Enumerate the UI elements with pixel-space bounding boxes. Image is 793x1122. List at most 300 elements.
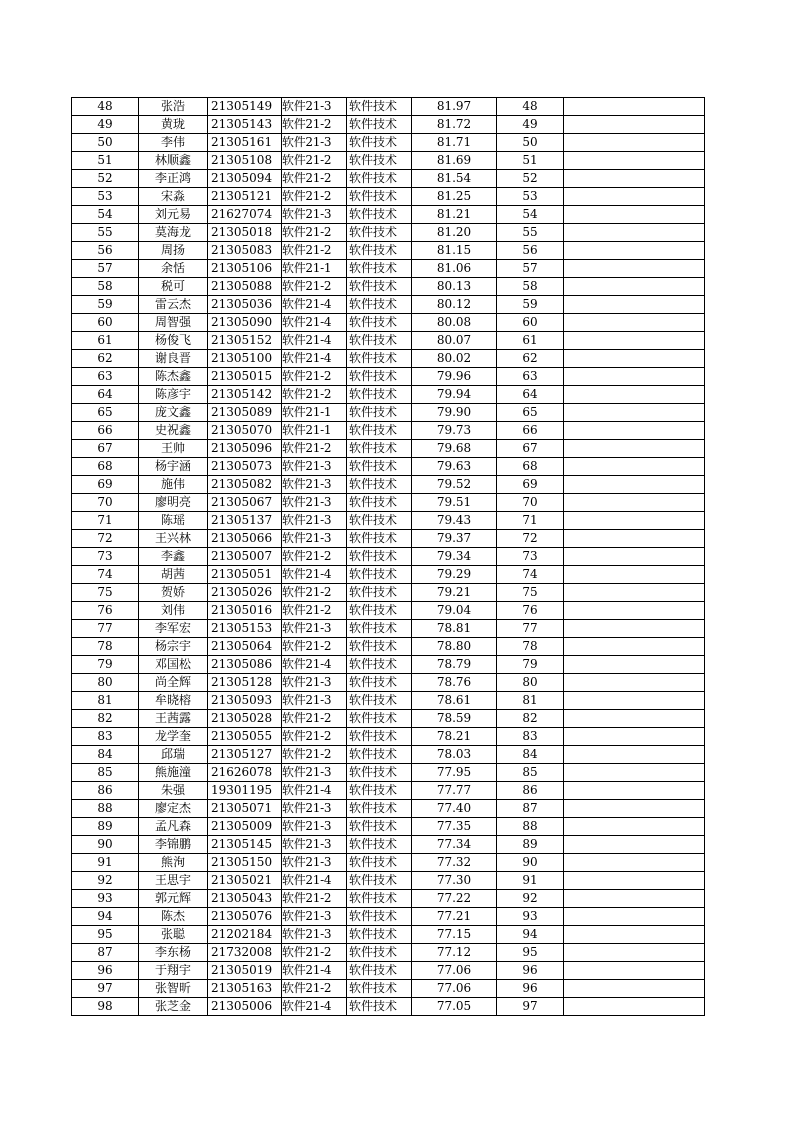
table-row: [72, 584, 705, 602]
major-cell: 软件技术: [347, 800, 412, 818]
major-cell: 软件技术: [347, 134, 412, 152]
score-cell: 81.06: [412, 260, 497, 278]
blank-cell: [564, 548, 705, 566]
score-cell: 77.22: [412, 890, 497, 908]
name-cell: 余恬: [139, 260, 208, 278]
student-id-cell: 21305090: [208, 314, 282, 332]
student-id-cell: 21305071: [208, 800, 282, 818]
sequence-cell: 79: [497, 656, 564, 674]
blank-cell: [564, 764, 705, 782]
sequence-cell: 52: [497, 170, 564, 188]
class-cell: 软件21-3: [282, 494, 347, 512]
class-cell: 软件21-2: [282, 116, 347, 134]
sequence-cell: 83: [497, 728, 564, 746]
table-row: [72, 620, 705, 638]
table-row: [72, 260, 705, 278]
name-cell: 谢良晋: [139, 350, 208, 368]
name-cell: 贺娇: [139, 584, 208, 602]
class-cell: 软件21-2: [282, 944, 347, 962]
student-id-cell: 21305143: [208, 116, 282, 134]
rank-cell: 56: [72, 242, 139, 260]
table-row: [72, 656, 705, 674]
rank-cell: 58: [72, 278, 139, 296]
table-row: [72, 674, 705, 692]
class-cell: 软件21-3: [282, 458, 347, 476]
class-cell: 软件21-4: [282, 566, 347, 584]
major-cell: 软件技术: [347, 620, 412, 638]
class-cell: 软件21-3: [282, 692, 347, 710]
name-cell: 李锦鹏: [139, 836, 208, 854]
major-cell: 软件技术: [347, 872, 412, 890]
major-cell: 软件技术: [347, 566, 412, 584]
score-cell: 79.34: [412, 548, 497, 566]
name-cell: 王思宇: [139, 872, 208, 890]
table-row: [72, 278, 705, 296]
sequence-cell: 70: [497, 494, 564, 512]
rank-cell: 85: [72, 764, 139, 782]
table-row: [72, 638, 705, 656]
name-cell: 熊施潼: [139, 764, 208, 782]
table-row: [72, 494, 705, 512]
rank-cell: 80: [72, 674, 139, 692]
blank-cell: [564, 818, 705, 836]
major-cell: 软件技术: [347, 224, 412, 242]
table-row: [72, 314, 705, 332]
table-row: [72, 728, 705, 746]
name-cell: 杨宗宇: [139, 638, 208, 656]
major-cell: 软件技术: [347, 278, 412, 296]
rank-cell: 63: [72, 368, 139, 386]
blank-cell: [564, 404, 705, 422]
major-cell: 软件技术: [347, 710, 412, 728]
rank-cell: 68: [72, 458, 139, 476]
sequence-cell: 85: [497, 764, 564, 782]
name-cell: 李伟: [139, 134, 208, 152]
major-cell: 软件技术: [347, 242, 412, 260]
name-cell: 尚全辉: [139, 674, 208, 692]
table-row: [72, 980, 705, 998]
rank-cell: 61: [72, 332, 139, 350]
class-cell: 软件21-3: [282, 818, 347, 836]
name-cell: 林顺鑫: [139, 152, 208, 170]
blank-cell: [564, 782, 705, 800]
name-cell: 雷云杰: [139, 296, 208, 314]
blank-cell: [564, 728, 705, 746]
student-id-cell: 21305145: [208, 836, 282, 854]
student-id-cell: 21627074: [208, 206, 282, 224]
blank-cell: [564, 710, 705, 728]
major-cell: 软件技术: [347, 152, 412, 170]
rank-cell: 94: [72, 908, 139, 926]
class-cell: 软件21-4: [282, 296, 347, 314]
score-cell: 78.59: [412, 710, 497, 728]
score-cell: 80.07: [412, 332, 497, 350]
student-id-cell: 21305073: [208, 458, 282, 476]
score-cell: 81.20: [412, 224, 497, 242]
class-cell: 软件21-2: [282, 242, 347, 260]
name-cell: 张智昕: [139, 980, 208, 998]
sequence-cell: 54: [497, 206, 564, 224]
table-row: [72, 836, 705, 854]
name-cell: 李东杨: [139, 944, 208, 962]
blank-cell: [564, 674, 705, 692]
blank-cell: [564, 422, 705, 440]
sequence-cell: 91: [497, 872, 564, 890]
score-cell: 81.97: [412, 98, 497, 116]
table-row: [72, 206, 705, 224]
major-cell: 软件技术: [347, 494, 412, 512]
major-cell: 软件技术: [347, 638, 412, 656]
sequence-cell: 57: [497, 260, 564, 278]
rank-cell: 70: [72, 494, 139, 512]
name-cell: 刘伟: [139, 602, 208, 620]
score-cell: 77.12: [412, 944, 497, 962]
name-cell: 廖定杰: [139, 800, 208, 818]
student-id-cell: 21305127: [208, 746, 282, 764]
table-row: [72, 152, 705, 170]
table-row: [72, 890, 705, 908]
table-row: [72, 332, 705, 350]
name-cell: 李正鸿: [139, 170, 208, 188]
sequence-cell: 59: [497, 296, 564, 314]
class-cell: 软件21-2: [282, 980, 347, 998]
table-row: [72, 440, 705, 458]
score-cell: 77.21: [412, 908, 497, 926]
table-body: [72, 98, 705, 1016]
score-cell: 80.13: [412, 278, 497, 296]
name-cell: 胡茜: [139, 566, 208, 584]
student-id-cell: 21305028: [208, 710, 282, 728]
table-row: [72, 134, 705, 152]
table-row: [72, 296, 705, 314]
name-cell: 王帅: [139, 440, 208, 458]
class-cell: 软件21-3: [282, 206, 347, 224]
class-cell: 软件21-3: [282, 512, 347, 530]
score-cell: 77.95: [412, 764, 497, 782]
class-cell: 软件21-1: [282, 422, 347, 440]
blank-cell: [564, 512, 705, 530]
student-id-cell: 21305088: [208, 278, 282, 296]
rank-cell: 96: [72, 962, 139, 980]
blank-cell: [564, 188, 705, 206]
score-cell: 77.15: [412, 926, 497, 944]
student-id-cell: 21305067: [208, 494, 282, 512]
class-cell: 软件21-4: [282, 332, 347, 350]
class-cell: 软件21-2: [282, 368, 347, 386]
score-cell: 77.05: [412, 998, 497, 1016]
name-cell: 杨宇涵: [139, 458, 208, 476]
score-cell: 79.96: [412, 368, 497, 386]
major-cell: 软件技术: [347, 332, 412, 350]
score-cell: 81.71: [412, 134, 497, 152]
blank-cell: [564, 134, 705, 152]
name-cell: 廖明亮: [139, 494, 208, 512]
student-id-cell: 21626078: [208, 764, 282, 782]
blank-cell: [564, 962, 705, 980]
student-id-cell: 21732008: [208, 944, 282, 962]
class-cell: 软件21-2: [282, 602, 347, 620]
major-cell: 软件技术: [347, 188, 412, 206]
student-id-cell: 21305108: [208, 152, 282, 170]
class-cell: 软件21-4: [282, 872, 347, 890]
student-id-cell: 21305137: [208, 512, 282, 530]
sequence-cell: 69: [497, 476, 564, 494]
sequence-cell: 72: [497, 530, 564, 548]
table-row: [72, 926, 705, 944]
sequence-cell: 67: [497, 440, 564, 458]
sequence-cell: 56: [497, 242, 564, 260]
rank-cell: 82: [72, 710, 139, 728]
name-cell: 熊洵: [139, 854, 208, 872]
blank-cell: [564, 836, 705, 854]
major-cell: 软件技术: [347, 116, 412, 134]
blank-cell: [564, 440, 705, 458]
major-cell: 软件技术: [347, 170, 412, 188]
student-id-cell: 21305153: [208, 620, 282, 638]
score-cell: 79.29: [412, 566, 497, 584]
score-cell: 79.52: [412, 476, 497, 494]
student-id-cell: 21305064: [208, 638, 282, 656]
student-id-cell: 21305070: [208, 422, 282, 440]
class-cell: 软件21-4: [282, 962, 347, 980]
rank-cell: 67: [72, 440, 139, 458]
class-cell: 软件21-3: [282, 134, 347, 152]
score-cell: 79.63: [412, 458, 497, 476]
table-row: [72, 476, 705, 494]
class-cell: 软件21-3: [282, 620, 347, 638]
blank-cell: [564, 152, 705, 170]
blank-cell: [564, 746, 705, 764]
rank-cell: 78: [72, 638, 139, 656]
major-cell: 软件技术: [347, 782, 412, 800]
score-cell: 79.73: [412, 422, 497, 440]
rank-cell: 49: [72, 116, 139, 134]
score-cell: 78.76: [412, 674, 497, 692]
student-id-cell: 21305018: [208, 224, 282, 242]
rank-cell: 86: [72, 782, 139, 800]
sequence-cell: 62: [497, 350, 564, 368]
sequence-cell: 95: [497, 944, 564, 962]
student-id-cell: 21305150: [208, 854, 282, 872]
rank-cell: 76: [72, 602, 139, 620]
major-cell: 软件技术: [347, 350, 412, 368]
sequence-cell: 84: [497, 746, 564, 764]
student-id-cell: 21305152: [208, 332, 282, 350]
score-cell: 79.21: [412, 584, 497, 602]
student-id-cell: 21305006: [208, 998, 282, 1016]
name-cell: 陈彦宇: [139, 386, 208, 404]
score-cell: 81.15: [412, 242, 497, 260]
table-row: [72, 566, 705, 584]
name-cell: 朱强: [139, 782, 208, 800]
major-cell: 软件技术: [347, 440, 412, 458]
class-cell: 软件21-2: [282, 170, 347, 188]
student-id-cell: 21305142: [208, 386, 282, 404]
blank-cell: [564, 566, 705, 584]
major-cell: 软件技术: [347, 422, 412, 440]
rank-cell: 83: [72, 728, 139, 746]
major-cell: 软件技术: [347, 818, 412, 836]
sequence-cell: 63: [497, 368, 564, 386]
table-row: [72, 224, 705, 242]
student-id-cell: 21305082: [208, 476, 282, 494]
name-cell: 陈瑶: [139, 512, 208, 530]
rank-cell: 92: [72, 872, 139, 890]
rank-cell: 54: [72, 206, 139, 224]
rank-cell: 79: [72, 656, 139, 674]
score-cell: 77.40: [412, 800, 497, 818]
class-cell: 软件21-2: [282, 548, 347, 566]
student-score-table: [71, 97, 705, 1016]
score-cell: 77.34: [412, 836, 497, 854]
student-id-cell: 21305019: [208, 962, 282, 980]
major-cell: 软件技术: [347, 476, 412, 494]
rank-cell: 59: [72, 296, 139, 314]
student-id-cell: 21202184: [208, 926, 282, 944]
table-row: [72, 548, 705, 566]
blank-cell: [564, 998, 705, 1016]
table-row: [72, 404, 705, 422]
student-id-cell: 21305093: [208, 692, 282, 710]
name-cell: 施伟: [139, 476, 208, 494]
student-id-cell: 21305161: [208, 134, 282, 152]
score-cell: 80.02: [412, 350, 497, 368]
name-cell: 张聪: [139, 926, 208, 944]
sequence-cell: 60: [497, 314, 564, 332]
score-cell: 78.21: [412, 728, 497, 746]
name-cell: 宋淼: [139, 188, 208, 206]
rank-cell: 91: [72, 854, 139, 872]
sequence-cell: 78: [497, 638, 564, 656]
blank-cell: [564, 242, 705, 260]
blank-cell: [564, 620, 705, 638]
score-cell: 78.81: [412, 620, 497, 638]
blank-cell: [564, 872, 705, 890]
rank-cell: 98: [72, 998, 139, 1016]
blank-cell: [564, 278, 705, 296]
rank-cell: 52: [72, 170, 139, 188]
student-id-cell: 21305094: [208, 170, 282, 188]
table-row: [72, 98, 705, 116]
sequence-cell: 53: [497, 188, 564, 206]
score-cell: 81.21: [412, 206, 497, 224]
student-id-cell: 21305051: [208, 566, 282, 584]
class-cell: 软件21-3: [282, 674, 347, 692]
score-cell: 79.51: [412, 494, 497, 512]
major-cell: 软件技术: [347, 368, 412, 386]
table-row: [72, 692, 705, 710]
blank-cell: [564, 944, 705, 962]
class-cell: 软件21-2: [282, 746, 347, 764]
major-cell: 软件技术: [347, 404, 412, 422]
score-cell: 77.77: [412, 782, 497, 800]
rank-cell: 50: [72, 134, 139, 152]
sequence-cell: 94: [497, 926, 564, 944]
rank-cell: 60: [72, 314, 139, 332]
class-cell: 软件21-2: [282, 728, 347, 746]
name-cell: 邓国松: [139, 656, 208, 674]
student-id-cell: 21305100: [208, 350, 282, 368]
class-cell: 软件21-2: [282, 584, 347, 602]
rank-cell: 65: [72, 404, 139, 422]
score-cell: 79.94: [412, 386, 497, 404]
major-cell: 软件技术: [347, 962, 412, 980]
blank-cell: [564, 692, 705, 710]
name-cell: 邱瑞: [139, 746, 208, 764]
rank-cell: 72: [72, 530, 139, 548]
rank-cell: 69: [72, 476, 139, 494]
rank-cell: 81: [72, 692, 139, 710]
class-cell: 软件21-3: [282, 476, 347, 494]
score-cell: 80.08: [412, 314, 497, 332]
score-cell: 78.79: [412, 656, 497, 674]
score-cell: 81.54: [412, 170, 497, 188]
student-id-cell: 21305043: [208, 890, 282, 908]
blank-cell: [564, 224, 705, 242]
rank-cell: 53: [72, 188, 139, 206]
class-cell: 软件21-4: [282, 314, 347, 332]
table-row: [72, 800, 705, 818]
major-cell: 软件技术: [347, 548, 412, 566]
sequence-cell: 87: [497, 800, 564, 818]
score-cell: 78.03: [412, 746, 497, 764]
sequence-cell: 61: [497, 332, 564, 350]
sequence-cell: 73: [497, 548, 564, 566]
blank-cell: [564, 332, 705, 350]
table-row: [72, 368, 705, 386]
blank-cell: [564, 890, 705, 908]
rank-cell: 87: [72, 944, 139, 962]
class-cell: 软件21-2: [282, 188, 347, 206]
name-cell: 刘元易: [139, 206, 208, 224]
major-cell: 软件技术: [347, 584, 412, 602]
name-cell: 郭元辉: [139, 890, 208, 908]
score-cell: 77.30: [412, 872, 497, 890]
rank-cell: 74: [72, 566, 139, 584]
sequence-cell: 55: [497, 224, 564, 242]
major-cell: 软件技术: [347, 386, 412, 404]
major-cell: 软件技术: [347, 602, 412, 620]
blank-cell: [564, 980, 705, 998]
class-cell: 软件21-2: [282, 638, 347, 656]
table-row: [72, 512, 705, 530]
rank-cell: 88: [72, 800, 139, 818]
class-cell: 软件21-2: [282, 278, 347, 296]
blank-cell: [564, 98, 705, 116]
blank-cell: [564, 350, 705, 368]
student-id-cell: 21305036: [208, 296, 282, 314]
student-id-cell: 21305128: [208, 674, 282, 692]
student-id-cell: 21305021: [208, 872, 282, 890]
name-cell: 史祝鑫: [139, 422, 208, 440]
class-cell: 软件21-3: [282, 800, 347, 818]
class-cell: 软件21-3: [282, 98, 347, 116]
name-cell: 龙学奎: [139, 728, 208, 746]
blank-cell: [564, 116, 705, 134]
rank-cell: 89: [72, 818, 139, 836]
blank-cell: [564, 494, 705, 512]
blank-cell: [564, 458, 705, 476]
name-cell: 陈杰: [139, 908, 208, 926]
blank-cell: [564, 602, 705, 620]
name-cell: 王兴林: [139, 530, 208, 548]
sequence-cell: 81: [497, 692, 564, 710]
score-cell: 77.32: [412, 854, 497, 872]
student-id-cell: 21305015: [208, 368, 282, 386]
name-cell: 张浩: [139, 98, 208, 116]
table-row: [72, 242, 705, 260]
student-id-cell: 21305016: [208, 602, 282, 620]
